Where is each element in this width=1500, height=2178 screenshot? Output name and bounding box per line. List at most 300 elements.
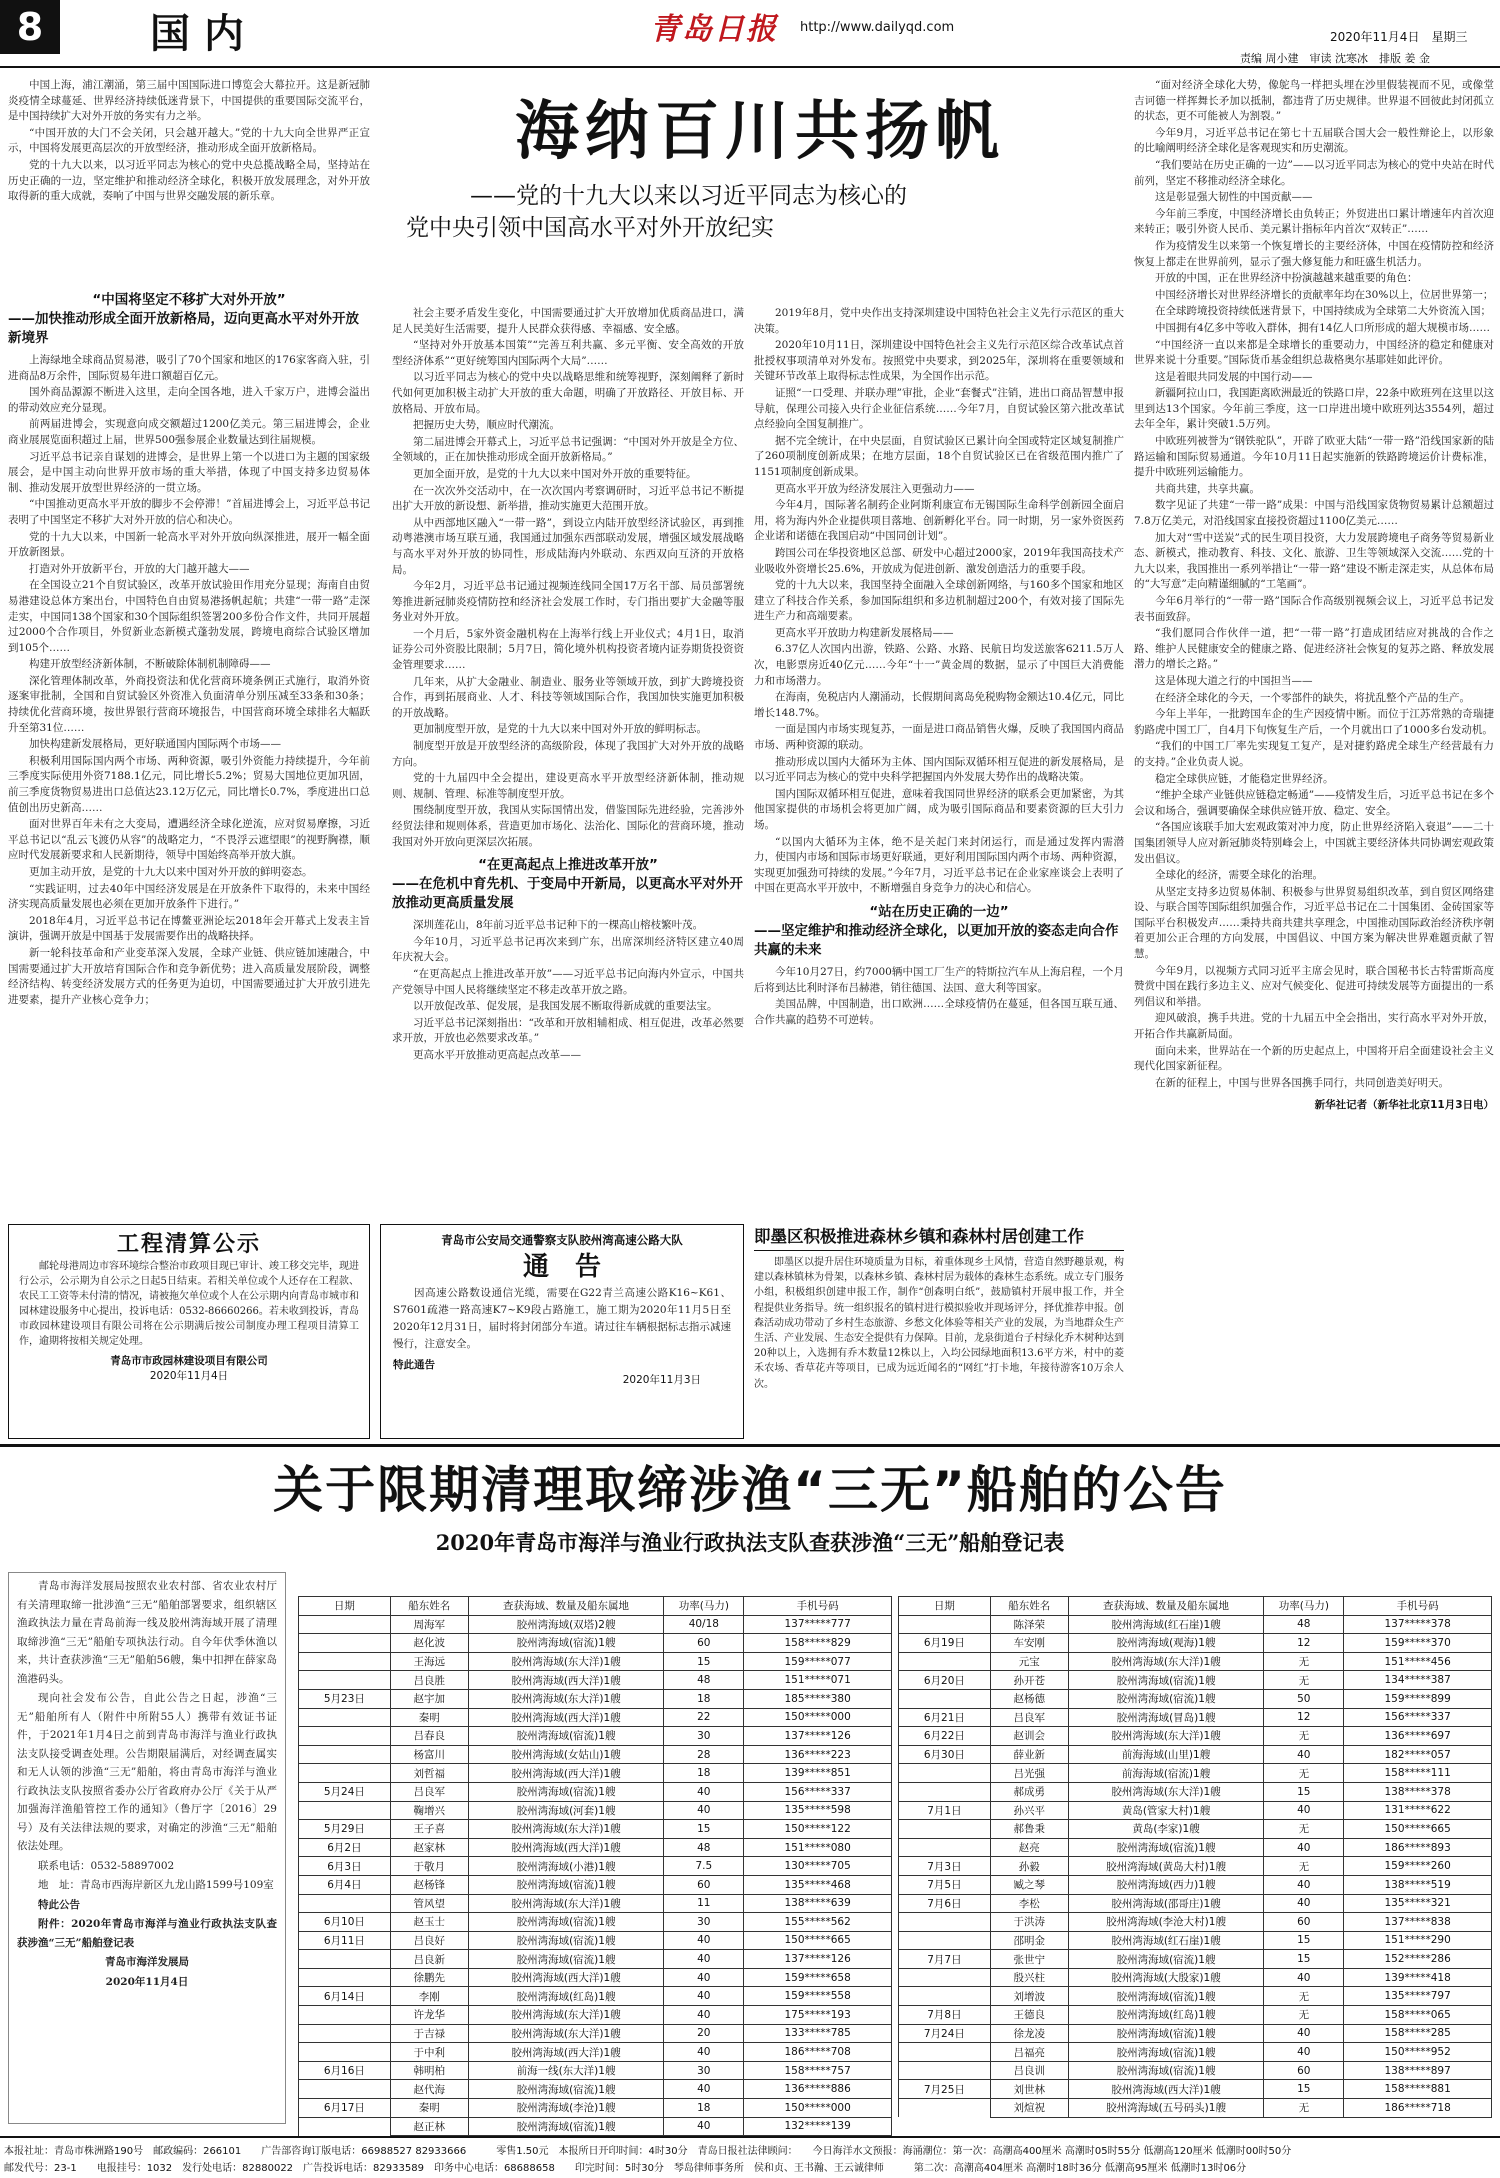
- table-cell: [299, 1950, 391, 1969]
- table-cell: 5月23日: [299, 1689, 391, 1708]
- table-cell: [299, 2117, 391, 2136]
- table-row: [299, 1987, 892, 2006]
- table-cell: 鞠增兴: [390, 1801, 468, 1820]
- announcement-special: 特此公告: [38, 1898, 80, 1911]
- table-cell: 7月25日: [899, 2080, 991, 2099]
- announcement-date: 2020年11月4日: [105, 1975, 189, 1988]
- table-row: [899, 1857, 1492, 1876]
- table-cell: 151*****080: [744, 1838, 892, 1857]
- table-cell: 6月10日: [299, 1913, 391, 1932]
- table-cell: 胶州湾海域(宿流)1艘: [468, 1931, 664, 1950]
- table-cell: 5月24日: [299, 1782, 391, 1801]
- table-cell: 15: [664, 1820, 744, 1839]
- table-cell: 130*****705: [744, 1857, 892, 1876]
- table-cell: 无: [1264, 1652, 1344, 1671]
- table-row: [899, 2099, 1492, 2118]
- table-row: [899, 2024, 1492, 2043]
- table-cell: 186*****893: [1344, 1838, 1492, 1857]
- table-cell: 王海远: [390, 1652, 468, 1671]
- article-paragraph: 从中西部地区融入“一带一路”，到设立内陆开放型经济试验区，再到推动粤港澳市场互联互通，我国通过加强东西部联动发展，增强区域发展战略与高水平对外开放的协同性，形成陆海内外联动、东西双向互济的开放格局。: [392, 516, 744, 576]
- table-cell: [899, 1987, 991, 2006]
- table-cell: 胶州湾海域(宿流)1艘: [1068, 1689, 1264, 1708]
- table-cell: 于洪涛: [990, 1913, 1068, 1932]
- table-cell: 150*****952: [1344, 2043, 1492, 2062]
- jimo-title: 即墨区积极推进森林乡镇和森林村居创建工作: [754, 1224, 1124, 1251]
- table-cell: 胶州湾海域(东大洋)1艘: [468, 2024, 664, 2043]
- table-row: [299, 1950, 892, 1969]
- table-row: [299, 2006, 892, 2025]
- article-paragraph: 开放的中国，正在世界经济中扮演越越来越重要的角色：: [1155, 272, 1418, 285]
- table-cell: 40: [664, 2117, 744, 2136]
- article-paragraph: 这是着眼共同发展的中国行动——: [1155, 370, 1313, 383]
- table-row: [299, 2043, 892, 2062]
- table-cell: 赵化波: [390, 1634, 468, 1653]
- table-cell: 李刚: [390, 1987, 468, 2006]
- table-cell: 15: [1264, 2080, 1344, 2099]
- police-date: 2020年11月3日: [622, 1374, 701, 1386]
- masthead: [0, 0, 1500, 65]
- article-paragraph: 共商共建，共享共赢。: [1155, 482, 1260, 495]
- table-cell: 40: [1264, 1801, 1344, 1820]
- table-row: [899, 2043, 1492, 2062]
- table-cell: 18: [664, 1764, 744, 1783]
- table-cell: 刘哲福: [390, 1764, 468, 1783]
- article-paragraph: 深化管理体制改革，外商投资法和优化营商环境条例正式施行，取消外资逐案审批制，全国和自贸试验区外资准入负面清单分别压减至33条和30条；持续优化营商环境，按世界银行营商环境报告，中国营商环境全球排名大幅跃升至第31位……: [8, 674, 370, 734]
- table-cell: 7月5日: [899, 1875, 991, 1894]
- table-cell: 胶州湾海域(红石崖)1艘: [1068, 1931, 1264, 1950]
- table-cell: 吕良好: [390, 1931, 468, 1950]
- article-paragraph: 面对世界百年未有之大变局，遭遇经济全球化逆流，应对贸易摩擦，习近平总书记以“乱云飞渡仍从容”的战略定力，“不畏浮云遮望眼”的视野胸襟，顺应时代发展新要求和人民新期待，领导中国始终高举开放大旗。: [8, 818, 370, 862]
- table-cell: 胶州湾海域(大殷家)1艘: [1068, 1968, 1264, 1987]
- table-cell: [299, 2080, 391, 2099]
- table-cell: 吕良训: [990, 2061, 1068, 2080]
- table-cell: 15: [664, 1652, 744, 1671]
- table-header-cell: 船东姓名: [390, 1597, 468, 1616]
- table-cell: 6月20日: [899, 1671, 991, 1690]
- table-row: [899, 1931, 1492, 1950]
- feature-headline: [390, 92, 1130, 244]
- table-cell: 6月4日: [299, 1875, 391, 1894]
- feature-subtitle-1: ——党的十九大以来以习近平同志为核心的: [470, 183, 907, 209]
- table-cell: 胶州湾海域(东大洋)1艘: [468, 1652, 664, 1671]
- article-paragraph: 前两届进博会，实现意向成交额超过1200亿美元。第三届进博会，企业商业展展览面积超过上届，世界500强参展企业数量达到往届规模。: [8, 418, 370, 446]
- table-cell: 137*****838: [1344, 1913, 1492, 1932]
- table-cell: 胶州湾海域(宿流)1艘: [1068, 1987, 1264, 2006]
- table-row: [899, 1708, 1492, 1727]
- table-cell: 胶州湾海域(红岛)1艘: [1068, 2006, 1264, 2025]
- table-cell: 胶州湾海域(西大洋)1艘: [468, 1838, 664, 1857]
- table-cell: 孙兴平: [990, 1801, 1068, 1820]
- article-paragraph: “实践证明，过去40年中国经济发展是在开放条件下取得的，未来中国经济实现高质量发展也必须在更加开放条件下进行。”: [8, 882, 370, 911]
- article-paragraph: 6.37亿人次国内出游，铁路、公路、水路、民航日均发送旅客6211.5万人次，电影票房近40亿元……今年“十一”黄金周的数据，显示了中国巨大消费能力和市场潜力。: [754, 643, 1124, 687]
- table-row: [299, 1894, 892, 1913]
- table-cell: 6月30日: [899, 1745, 991, 1764]
- article-paragraph: “我们要站在历史正确的一边”——以习近平同志为核心的党中央站在时代前列，坚定不移推动经济全球化。: [1134, 158, 1494, 187]
- table-cell: 王德良: [990, 2006, 1068, 2025]
- subheading-3: “站在历史正确的一边” ——坚定维护和推动经济全球化，以更加开放的姿态走向合作共赢的未来: [754, 903, 1119, 958]
- article-paragraph: “中国推动更高水平开放的脚步不会停滞！”首届进博会上，习近平总书记表明了中国坚定不移扩大对外开放的信心和决心。: [8, 498, 370, 526]
- table-cell: 6月19日: [899, 1634, 991, 1653]
- article-paragraph: 加大对“雪中送炭”式的民生项目投资，大力发展跨境电子商务等贸易新业态、新模式，推动教育、科技、文化、旅游、卫生等领域深入交流……党的十九大以来，我国推出一系列举措让“一带一路”建设不断走深走实，从总体布局的“大写意”走向精谨细腻的“工笔画”。: [1134, 531, 1494, 591]
- table-cell: 7月24日: [899, 2024, 991, 2043]
- table-row: [899, 1634, 1492, 1653]
- table-cell: 陈泽荣: [990, 1615, 1068, 1634]
- table-row: [299, 2024, 892, 2043]
- table-row: [899, 2006, 1492, 2025]
- fishing-boat-announcement-header: [0, 1458, 1500, 1522]
- table-cell: 胶州湾海域(李沧)1艘: [468, 2099, 664, 2118]
- table-row: [299, 1931, 892, 1950]
- table-cell: 18: [664, 1689, 744, 1708]
- article-paragraph: 在海南，免税店内人潮涌动，长假期间离岛免税购物金额达10.4亿元，同比增长148.7%。: [754, 691, 1124, 719]
- announcement-paragraph: 现向社会发布公告，自此公告之日起，涉渔“三无”船舶所有人（附件中所附55人）携带有效证书证件，于2021年1月4日之前到青岛市海洋与渔业行政执法支队接受调查处理。公告期限届满后，对经调查属实和无人认领的涉渔“三无”船舶，将由青岛市海洋与渔业行政执法支队按照省委办公厅省政府办公厅《关于从严加强海洋渔船管控工作的通知》（鲁厅字〔2016〕29号）及有关法律法规的要求，对确定的涉渔“三无”船舶依法处理。: [17, 1692, 277, 1852]
- table-cell: 137*****378: [1344, 1615, 1492, 1634]
- article-paragraph: 这是体现大道之行的中国担当——: [1155, 674, 1313, 687]
- table-cell: 40: [664, 1801, 744, 1820]
- table-cell: 152*****286: [1344, 1950, 1492, 1969]
- table-cell: 60: [1264, 2061, 1344, 2080]
- table-cell: 徐鹏先: [390, 1968, 468, 1987]
- article-paragraph: 社会主要矛盾发生变化，中国需要通过扩大开放增加优质商品进口，满足人民美好生活需要，提升人民群众获得感、幸福感、安全感。: [392, 307, 744, 335]
- table-cell: 6月14日: [299, 1987, 391, 2006]
- table-cell: 7月7日: [899, 1950, 991, 1969]
- table-header-cell: 功率(马力): [1264, 1597, 1344, 1616]
- table-cell: 60: [664, 1875, 744, 1894]
- editor-credits: 责编 周小建 审读 沈寒冰 排版 姜 金: [1240, 52, 1430, 65]
- table-cell: 郝成勇: [990, 1782, 1068, 1801]
- intro-paragraph: “中国开放的大门不会关闭，只会越开越大。”党的十九大向全世界严正宣示，中国将发展更高层次的开放型经济，推动形成全面开放新格局。: [8, 126, 370, 155]
- table-cell: [299, 2006, 391, 2025]
- table-cell: 132*****139: [744, 2117, 892, 2136]
- table-cell: 胶州湾海域(西力)1艘: [1068, 1875, 1264, 1894]
- table-cell: 50: [1264, 1689, 1344, 1708]
- table-cell: 40: [664, 2080, 744, 2099]
- table-cell: 胶州湾海域(红石崖)1艘: [1068, 1615, 1264, 1634]
- table-cell: 138*****519: [1344, 1875, 1492, 1894]
- article-paragraph: 一面是国内市场实现复苏，一面是进口商品销售火爆，反映了我国国内商品市场、两种资源的联动。: [754, 723, 1124, 752]
- table-row: [899, 1689, 1492, 1708]
- table-cell: 胶州湾海域(宿流)1艘: [468, 1950, 664, 1969]
- ship-table-right-wrap: [898, 1596, 1492, 2118]
- table-cell: 7月1日: [899, 1801, 991, 1820]
- article-paragraph: 第二届进博会开幕式上，习近平总书记强调：“中国对外开放是全方位、全领域的，正在加快推动形成全面开放新格局。”: [392, 435, 744, 464]
- table-cell: 60: [1264, 1913, 1344, 1932]
- table-row: [899, 1782, 1492, 1801]
- table-cell: 胶州湾海域(东大洋)1艘: [468, 1820, 664, 1839]
- table-row: [299, 1764, 892, 1783]
- table-cell: 无: [1264, 1820, 1344, 1839]
- table-cell: [899, 1913, 991, 1932]
- table-cell: 赵杨德: [990, 1689, 1068, 1708]
- table-cell: [299, 2024, 391, 2043]
- table-cell: 18: [664, 2099, 744, 2118]
- table-row: [899, 1652, 1492, 1671]
- article-paragraph: “以国内大循环为主体，绝不是关起门来封闭运行，而是通过发挥内需潜力，使国内市场和国际市场更好联通，更好利用国际国内两个市场、两种资源，实现更加强劲可持续的发展。”今年7月，习近平总书记在企业家座谈会上表明了中国在更高水平开放中，不断增强自身竞争力的决心和信心。: [754, 835, 1124, 895]
- article-paragraph: “坚持对外开放基本国策”“完善互利共赢、多元平衡、安全高效的开放型经济体系”“更好统筹国内国际两个大局”……: [392, 339, 744, 367]
- article-paragraph: 围绕制度型开放，我国从实际国情出发，借鉴国际先进经验，完善涉外经贸法律和规则体系，营造更加市场化、法治化、国际化的营商环境，推动我国对外开放向更深层次拓展。: [392, 804, 744, 848]
- table-cell: 车安刚: [990, 1634, 1068, 1653]
- table-row: [299, 2061, 892, 2080]
- table-cell: 6月11日: [299, 1931, 391, 1950]
- table-cell: 孙毅: [990, 1857, 1068, 1876]
- table-row: [899, 1615, 1492, 1634]
- table-cell: 150*****665: [1344, 1820, 1492, 1839]
- article-paragraph: 在一次次外交活动中，在一次次国内考察调研时，习近平总书记不断提出扩大开放的新设想、新举措，推动实施更大范围开放。: [392, 484, 744, 513]
- table-cell: 7月3日: [899, 1857, 991, 1876]
- article-paragraph: 今年9月，习近平总书记在第七十五届联合国大会一般性辩论上，以形象的比喻阐明经济全球化是客观现实和历史潮流。: [1134, 126, 1494, 155]
- table-row: [899, 1764, 1492, 1783]
- table-cell: 赵训会: [990, 1727, 1068, 1746]
- table-cell: 12: [1264, 1708, 1344, 1727]
- table-cell: 胶州湾海域(东大洋)1艘: [1068, 1652, 1264, 1671]
- table-row: [299, 2117, 892, 2136]
- article-paragraph: 更高水平开放为经济发展注入更强动力——: [775, 482, 975, 495]
- table-cell: 155*****562: [744, 1913, 892, 1932]
- article-paragraph: 中国经济增长对世界经济增长的贡献率年均在30%以上，位居世界第一；: [1155, 288, 1494, 301]
- jimo-body: 即墨区以提升居住环境质量为目标，着重体现乡土风情，营造自然野趣景观，构建以森林镇林为骨架，以森林乡镇、森林村居为载体的森林生态系统。成立专门服务小组，积极组织创建申报工作，制作“创森明白纸”，鼓励镇村开展申报工作，并全程提供业务指导。统一组织报名的镇村进行模拟验收并现场评分，择优推荐申报。创森活动成功带动了乡村生态旅游、乡愁文化体验等相关产业的发展，为当地群众生产生活、产业发展、生态安全提供有力保障。目前，龙泉街道台子村绿化乔木树种达到20种以上，入选拥有乔木数量12株以上，入均公园绿地面积13.6平方米，村中的菱禾农场、香草花卉等项目，已成为远近闻名的“网红”打卡地，年接待游客10万余人次。: [754, 1257, 1124, 1390]
- section-title: 国内: [150, 10, 258, 57]
- article-paragraph: 深圳莲花山，8年前习近平总书记种下的一棵高山榕枝繁叶茂。: [413, 919, 704, 932]
- article-paragraph: 新一轮科技革命和产业变革深入发展，全球产业链、供应链加速融合，中国需要通过扩大开放培育国际合作和竞争新优势；进入高质量发展阶段，调整经济结构、转变经济发展方式的任务更为迫切，中国需要通过扩大开放引进先进要素，提升产业核心竞争力；: [8, 946, 370, 1006]
- table-cell: 无: [1264, 1671, 1344, 1690]
- table-cell: 韩明柏: [390, 2061, 468, 2080]
- article-paragraph: 一个月后，5家外资金融机构在上海举行线上开业仪式；4月1日，取消证券公司外资股比限制；5月7日，简化境外机构投资者境内证券期货投资资金管理要求……: [392, 627, 744, 672]
- table-cell: 40: [664, 1968, 744, 1987]
- table-cell: 40: [664, 1782, 744, 1801]
- table-row: [899, 1987, 1492, 2006]
- article-paragraph: 在新的征程上，中国与世界各国携手同行，共同创造美好明天。: [1155, 1076, 1449, 1089]
- table-cell: 赵玉士: [390, 1913, 468, 1932]
- table-cell: 胶州湾海域(东大洋)1艘: [468, 1894, 664, 1913]
- table-cell: 6月22日: [899, 1727, 991, 1746]
- table-cell: 7.5: [664, 1857, 744, 1876]
- table-cell: 159*****370: [1344, 1634, 1492, 1653]
- table-cell: 元宝: [990, 1652, 1068, 1671]
- table-row: [899, 2061, 1492, 2080]
- table-cell: [299, 1745, 391, 1764]
- table-cell: 胶州湾海域(西大洋)1艘: [468, 1764, 664, 1783]
- article-paragraph: 习近平总书记深刻指出：“改革和开放相辅相成、相互促进，改革必然要求开放，开放也必然要求改革。”: [392, 1016, 744, 1045]
- intro-paragraph: 党的十九大以来，以习近平同志为核心的党中央总揽战略全局，坚持站在历史正确的一边，坚定维护和推动经济全球化，积极开放发展理念，对外开放取得新的重大成就，奏响了中国与世界交融发展的新乐章。: [8, 158, 370, 203]
- table-cell: 40: [1264, 2024, 1344, 2043]
- table-cell: 6月2日: [299, 1838, 391, 1857]
- table-cell: 40: [1264, 1745, 1344, 1764]
- table-cell: [299, 1671, 391, 1690]
- table-cell: [299, 1968, 391, 1987]
- table-cell: 胶州湾海域(小港)1艘: [468, 1857, 664, 1876]
- article-paragraph: 今年9月，以视频方式同习近平主席会见时，联合国秘书长古特雷斯高度赞赏中国在践行多边主义、应对气候变化、促进可持续发展等方面提出的一系列倡议和举措。: [1134, 964, 1494, 1008]
- table-cell: 于敬月: [390, 1857, 468, 1876]
- article-paragraph: 更高水平开放推动更高起点改革——: [413, 1048, 581, 1061]
- table-cell: 40: [1264, 1968, 1344, 1987]
- table-cell: [299, 1764, 391, 1783]
- table-cell: 无: [1264, 1857, 1344, 1876]
- table-cell: 7月6日: [899, 1894, 991, 1913]
- table-cell: 胶州湾海域(李沧大村)1艘: [1068, 1913, 1264, 1932]
- table-cell: 胶州湾海域(宿流)1艘: [468, 1875, 664, 1894]
- table-cell: [299, 1708, 391, 1727]
- footer-line-2: 邮发代号：23-1 电报挂号：1032 发行处电话：82880022 广告投诉电话：82933589 印务中心电话：68688658 印完时间：5时30分 琴岛律师事务所 侯和贞、王书瀚、王云诚律师 第二次：高潮高404厘米 高潮时18时36分 低潮高95厘米 低潮时13时06分: [4, 2163, 1247, 2174]
- table-cell: [299, 1652, 391, 1671]
- table-cell: 139*****851: [744, 1764, 892, 1783]
- article-paragraph: 党的十九大以来，我国坚持全面融入全球创新网络，与160多个国家和地区建立了科技合作关系，参加国际组织和多边机制超过200个，有效对接了国际先进生产力和高端要素。: [754, 579, 1124, 623]
- table-cell: 张世宁: [990, 1950, 1068, 1969]
- table-cell: [899, 1615, 991, 1634]
- announcement-issuer: 青岛市海洋发展局: [105, 1956, 189, 1968]
- table-cell: 胶州湾海域(宿流)1艘: [1068, 1950, 1264, 1969]
- paper-url[interactable]: http://www.dailyqd.com: [800, 20, 955, 35]
- article-paragraph: 今年10月27日，约7000辆中国工厂生产的特斯拉汽车从上海启程，一个月后将到达比利时泽布吕赫港，销往德国、法国、意大利等国家。: [754, 965, 1124, 994]
- table-cell: 135*****598: [744, 1801, 892, 1820]
- table-cell: [899, 1689, 991, 1708]
- announcement-text: [8, 1572, 286, 2124]
- feature-title: 海纳百川共扬帆: [515, 94, 1005, 169]
- police-body: 因高速公路数设通信光缆，需要在G22青兰高速公路K16~K61、S7601疏港一路高速K7~K9段占路施工，施工期为2020年11月5日至2020年12月31日，届时将封闭部分车道。请过往车辆根据标志指示减速慢行，注意安全。: [393, 1287, 731, 1350]
- table-cell: 胶州湾海域(东大洋)1艘: [1068, 1727, 1264, 1746]
- table-cell: 刘世林: [990, 2080, 1068, 2099]
- table-cell: 131*****622: [1344, 1801, 1492, 1820]
- table-cell: 158*****111: [1344, 1764, 1492, 1783]
- notice-body: 邮轮母港周边市容环境综合整治市政项目现已审计、竣工移交完毕，现进行公示，公示期为自公示之日起5日结束。若相关单位或个人还存在工程款、农民工工资等未付清的情况，请被拖欠单位或个人在公示期内向青岛市城市和园林建设服务中心提出，投诉电话：0532-86660266。若未收到投诉，青岛市政园林建设项目有限公司将在公示期满后按公司制度办理工程项目清算工作，逾期将按相关规定处理。: [19, 1261, 359, 1347]
- table-cell: 胶州湾海域(女姑山)1艘: [468, 1745, 664, 1764]
- table-cell: 胶州湾海域(东大洋)1艘: [468, 1689, 664, 1708]
- table-cell: 182*****057: [1344, 1745, 1492, 1764]
- article-paragraph: 数字见证了共建“一带一路”成果：中国与沿线国家货物贸易累计总额超过7.8万亿美元，对沿线国家直接投资超过1100亿美元……: [1134, 499, 1494, 528]
- article-paragraph: 美国品牌，中国制造，出口欧洲……全球疫情仍在蔓延，但各国互联互通、合作共赢的趋势不可逆转。: [754, 998, 1124, 1026]
- table-cell: 胶州湾海域(宿流)1艘: [1068, 1671, 1264, 1690]
- table-cell: 赵杨锋: [390, 1875, 468, 1894]
- table-cell: 138*****378: [1344, 1782, 1492, 1801]
- table-row: [299, 1671, 892, 1690]
- article-paragraph: 国内国际双循环相互促进，意味着我国同世界经济的联系会更加紧密，为其他国家提供的市场机会将更加广阔，成为吸引国际商品和要素资源的巨大引力场。: [754, 787, 1124, 831]
- table-cell: 137*****777: [744, 1615, 892, 1634]
- table-row: [299, 1634, 892, 1653]
- table-cell: 于吉禄: [390, 2024, 468, 2043]
- announcement-paragraph: 青岛市海洋发展局按照农业农村部、省农业农村厅有关清理取缔一批涉渔“三无”船舶部署要求，组织辖区渔政执法力量在青岛前海一线及胶州湾海域开展了清理取缔涉渔“三无”船舶专项执法行动。自今年伏季休渔以来，共计查获涉渔“三无”船舶56艘，集中扣押在薛家岛渔港码头。: [17, 1580, 277, 1685]
- table-cell: 159*****899: [1344, 1689, 1492, 1708]
- article-paragraph: 几年来，从扩大金融业、制造业、服务业等领域开放，到扩大跨境投资合作，再到拓展商业、人才、科技等领域国际合作，我国加快实施更加积极的开放战略。: [392, 675, 744, 719]
- table-cell: 孙开苍: [990, 1671, 1068, 1690]
- table-cell: 40: [1264, 1875, 1344, 1894]
- table-cell: 胶州湾海域(宿流)1艘: [468, 2080, 664, 2099]
- table-cell: 30: [664, 1727, 744, 1746]
- article-paragraph: 积极利用国际国内两个市场、两种资源，吸引外资能力持续提升，今年前三季度实际使用外资7188.1亿元，同比增长5.2%；贸易大国地位更加巩固，前三季度货物贸易进出口总值达23.12万亿元，同比增长0.7%，季度进出口总值创出历史新高……: [8, 754, 370, 814]
- article-paragraph: 迎风破浪，携手共进。党的十九届五中全会指出，实行高水平对外开放，开拓合作共赢新局面。: [1134, 1012, 1494, 1041]
- table-cell: 周海军: [390, 1615, 468, 1634]
- table-cell: 136*****223: [744, 1745, 892, 1764]
- table-cell: 胶州湾海域(西大洋)1艘: [1068, 2080, 1264, 2099]
- ship-table-left: [298, 1596, 892, 2136]
- table-cell: [299, 1727, 391, 1746]
- table-cell: 15: [1264, 1782, 1344, 1801]
- table-cell: [899, 1838, 991, 1857]
- table-cell: [899, 1968, 991, 1987]
- table-row: [899, 1745, 1492, 1764]
- table-cell: 150*****000: [744, 2099, 892, 2118]
- table-cell: 159*****658: [744, 1968, 892, 1987]
- table-cell: 159*****077: [744, 1652, 892, 1671]
- table-cell: 赵正林: [390, 2117, 468, 2136]
- table-row: [299, 1913, 892, 1932]
- table-cell: 李松: [990, 1894, 1068, 1913]
- article-paragraph: 更加主动开放，是党的十九大以来中国对外开放的鲜明姿态。: [29, 866, 313, 878]
- contact-address: 地 址：青岛市西海岸新区九龙山路1599号109室: [38, 1879, 274, 1891]
- article-paragraph: 国外商品源源不断进入这里，走向全国各地，进入千家万户，进博会溢出的带动效应充分显现。: [8, 386, 370, 414]
- article-paragraph: 推动形成以国内大循环为主体、国内国际双循环相互促进的新发展格局，是以习近平同志为核心的党中央科学把握国内外发展大势作出的战略决策。: [754, 755, 1124, 784]
- article-paragraph: 从坚定支持多边贸易体制、积极参与世界贸易组织改革，到自贸区网络建设、与联合国等国际组织加强合作，习近平总书记在二十国集团、金砖国家等国际平台积极发声……秉持共商共建共享理念，中国推动国际政治经济秩序朝着更加公正合理的方向发展，中国倡议、中国方案为解决世界难题贡献了智慧。: [1134, 885, 1494, 961]
- table-cell: 158*****829: [744, 1634, 892, 1653]
- article-paragraph: 2019年8月，党中央作出支持深圳建设中国特色社会主义先行示范区的重大决策。: [754, 307, 1124, 335]
- table-cell: 黄岛(管家大村)1艘: [1068, 1801, 1264, 1820]
- article-paragraph: “维护全球产业链供应链稳定畅通”——疫情发生后，习近平总书记在多个会议和场合，强调要确保全球供应链开放、稳定、安全。: [1134, 789, 1494, 817]
- article-paragraph: 以开放促改革、促发展，是我国发展不断取得新成就的重要法宝。: [413, 1000, 718, 1013]
- table-header-cell: 船东姓名: [990, 1597, 1068, 1616]
- contact-phone: 联系电话：0532-58897002: [38, 1859, 175, 1872]
- table-cell: [899, 2099, 991, 2118]
- article-paragraph: 加快构建新发展格局，更好联通国内国际两个市场——: [29, 738, 281, 751]
- table-row: [299, 1857, 892, 1876]
- table-cell: 136*****886: [744, 2080, 892, 2099]
- table-row: [299, 1838, 892, 1857]
- table-cell: 6月17日: [299, 2099, 391, 2118]
- article-paragraph: 上海绿地全球商品贸易港，吸引了70个国家和地区的176家客商入驻，引进商品8万余件，国际贸易年进口额超百亿元。: [8, 354, 370, 382]
- table-cell: 秦明: [390, 2099, 468, 2118]
- table-cell: 6月21日: [899, 1708, 991, 1727]
- article-paragraph: “中国经济一直以来都是全球增长的重要动力，中国经济的稳定和健康对世界来说十分重要。”国际货币基金组织总裁格奥尔基耶娃如此评价。: [1134, 338, 1494, 367]
- article-paragraph: 新疆阿拉山口，我国距离欧洲最近的铁路口岸，22条中欧班列在这里以这里到达13个国家。今年前三季度，这一口岸进出境中欧班列达3554列，超过去年全年，累计突破1.5万列。: [1134, 387, 1494, 431]
- table-cell: 151*****290: [1344, 1931, 1492, 1950]
- table-cell: 138*****897: [1344, 2061, 1492, 2080]
- table-cell: 邵明金: [990, 1931, 1068, 1950]
- table-cell: 159*****558: [744, 1987, 892, 2006]
- table-cell: 40: [664, 1987, 744, 2006]
- article-paragraph: 以习近平同志为核心的党中央以战略思维和统筹视野，深刻阐释了新时代如何更加积极主动扩大开放的重大命题，明确了开放路径、开放目标、开放格局、开放布局。: [392, 371, 744, 415]
- table-row: [299, 1689, 892, 1708]
- table-cell: 殷兴柱: [990, 1968, 1068, 1987]
- table-cell: 无: [1264, 1987, 1344, 2006]
- table-cell: 40: [1264, 2043, 1344, 2062]
- table-cell: 胶州湾海域(东大洋)1艘: [1068, 1782, 1264, 1801]
- table-cell: 159*****260: [1344, 1857, 1492, 1876]
- intro-paragraph: 中国上海，浦江潮涌，第三届中国国际进口博览会大幕拉开。这是新冠肺炎疫情全球蔓延、世界经济持续低迷背景下，中国提供的重要国际交流平台，是中国持续扩大对外开放的务实有力之举。: [8, 79, 370, 123]
- article-paragraph: 今年前三季度，中国经济增长由负转正；外贸进出口累计增速年内首次迎来转正；吸引外资人民币、美元累计指标年内首次“双转正”……: [1134, 207, 1494, 236]
- table-cell: [899, 1782, 991, 1801]
- table-cell: 186*****708: [744, 2043, 892, 2062]
- table-cell: 赵亮: [990, 1838, 1068, 1857]
- section-divider: [0, 1444, 1500, 1447]
- footer-rule: [0, 2136, 1500, 2138]
- table-cell: 胶州湾海域(西大洋)1艘: [468, 1671, 664, 1690]
- table-row: [299, 1968, 892, 1987]
- table-cell: 22: [664, 1708, 744, 1727]
- table-cell: [299, 2043, 391, 2062]
- table-cell: 134*****387: [1344, 1671, 1492, 1690]
- table-cell: 无: [1264, 2006, 1344, 2025]
- table-row: [299, 2099, 892, 2118]
- table-cell: 许龙华: [390, 2006, 468, 2025]
- table-cell: 11: [664, 1894, 744, 1913]
- table-cell: 胶州湾海域(宿流)1艘: [468, 2117, 664, 2136]
- table-cell: 48: [664, 1838, 744, 1857]
- table-header-cell: 日期: [299, 1597, 391, 1616]
- table-cell: 40: [664, 2006, 744, 2025]
- police-special: 特此通告: [393, 1359, 435, 1371]
- paper-logo: 青岛日报: [650, 12, 778, 47]
- table-cell: 管风望: [390, 1894, 468, 1913]
- feature-column-2: [392, 306, 744, 1281]
- table-cell: 156*****337: [744, 1782, 892, 1801]
- table-cell: [899, 2061, 991, 2080]
